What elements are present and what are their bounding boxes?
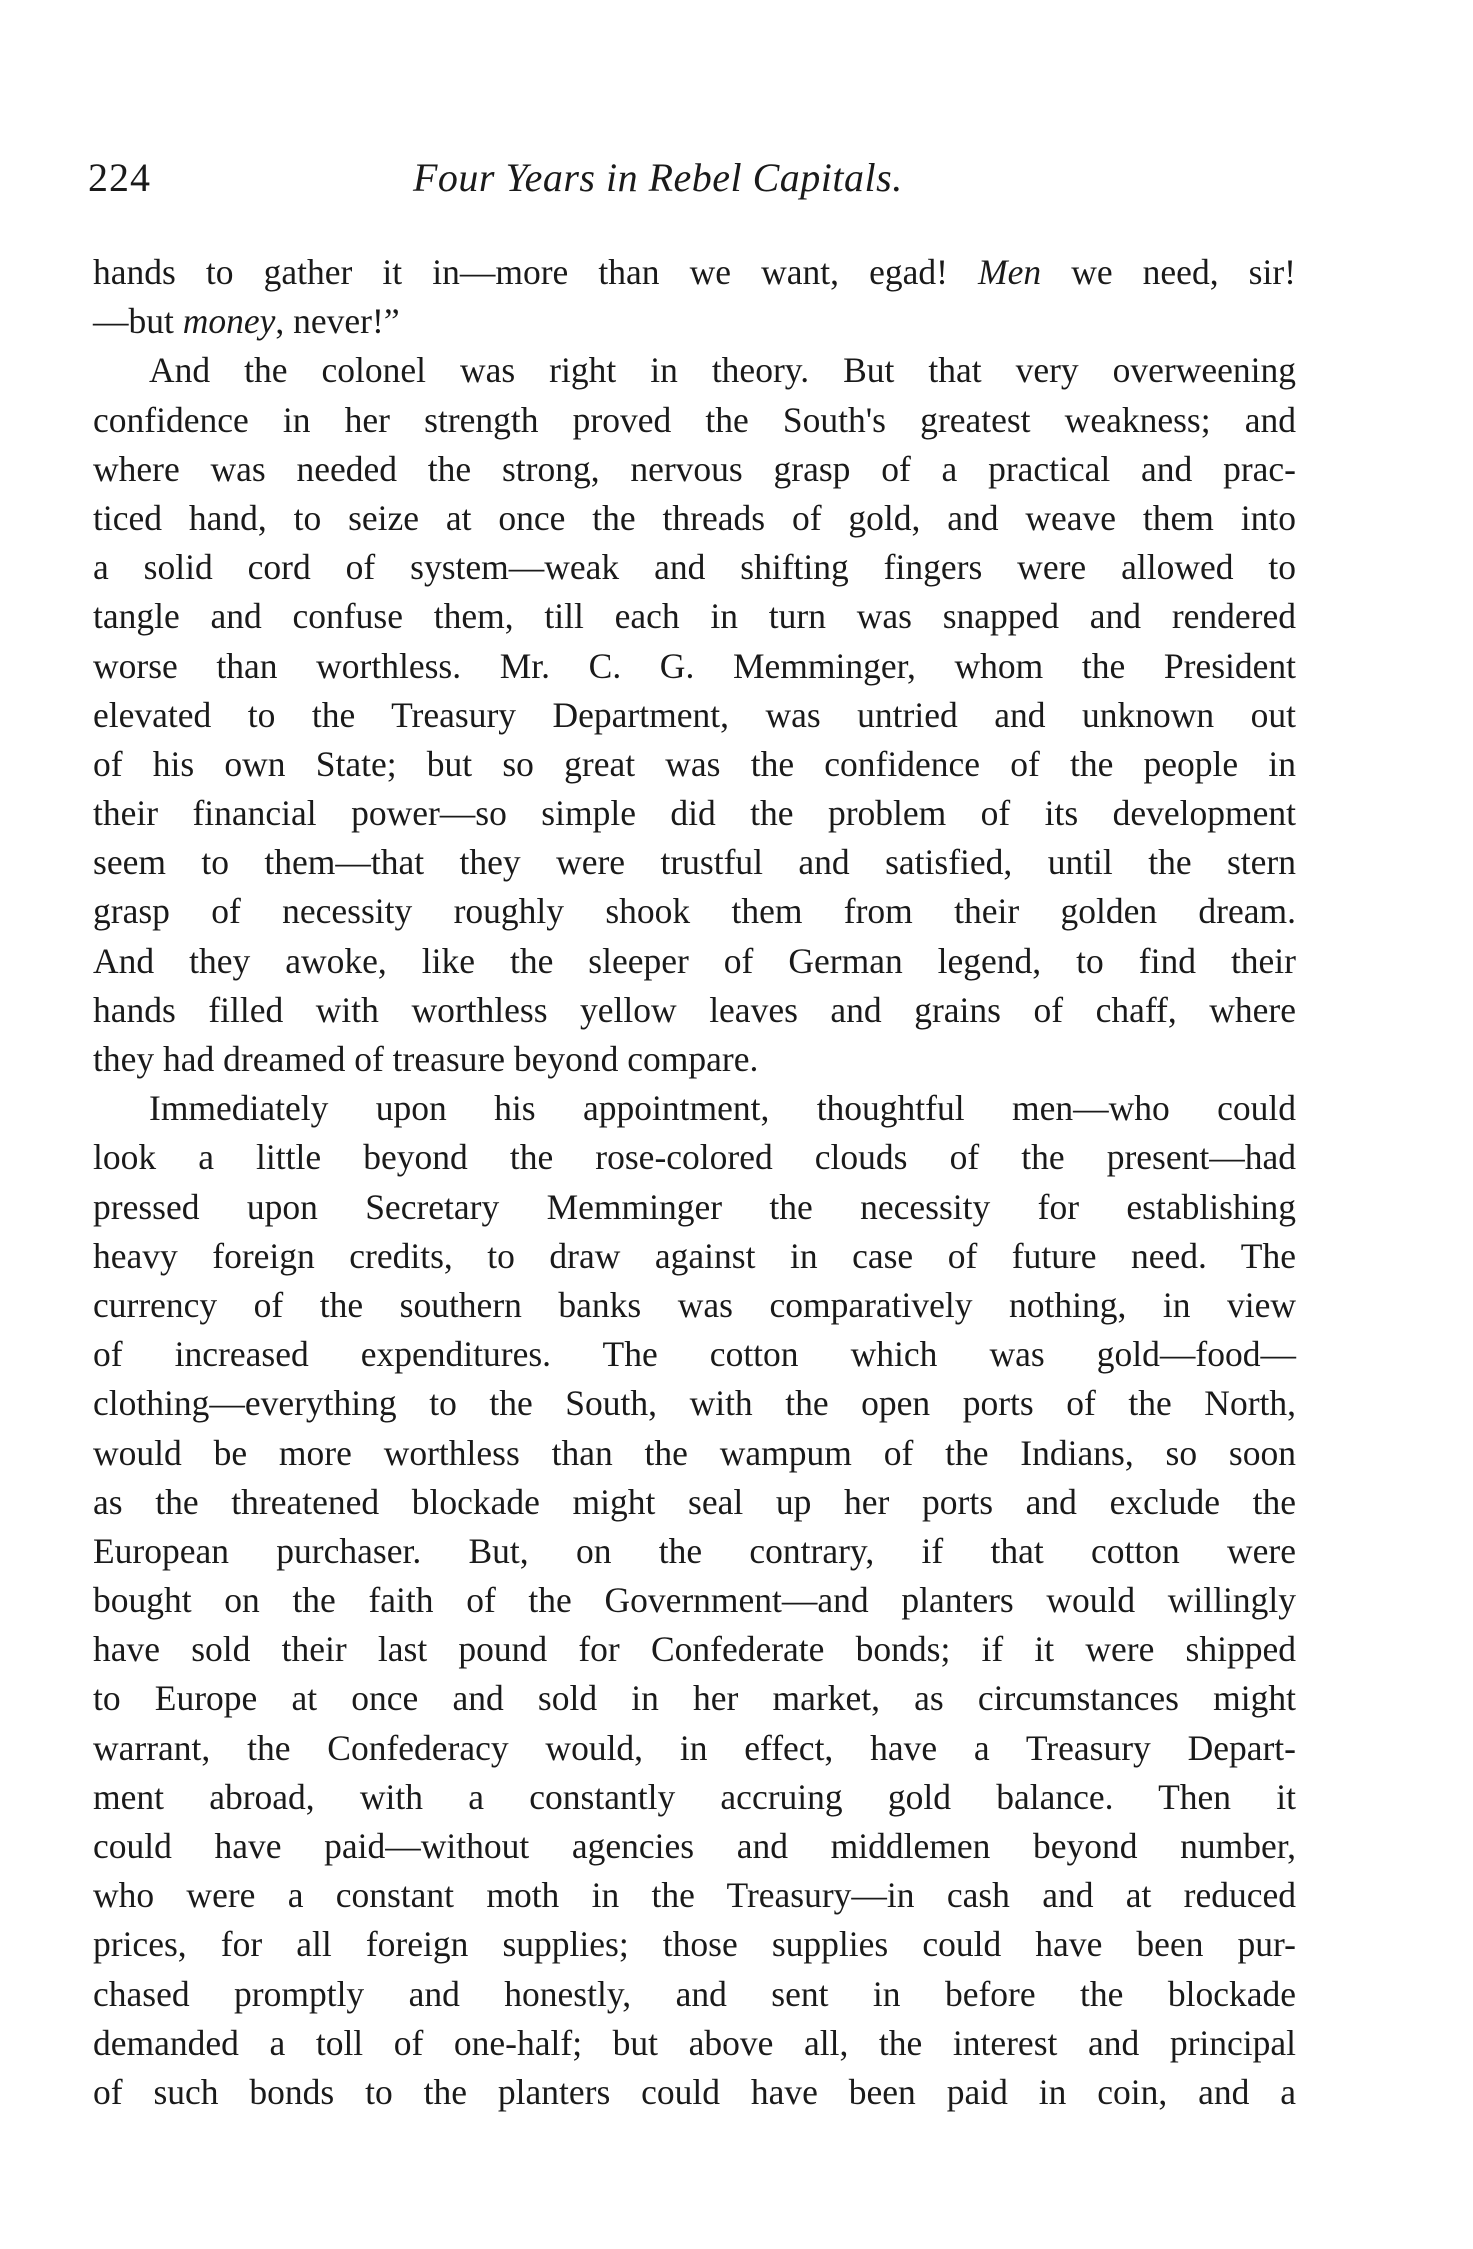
text-line: And they awoke, like the sleeper of German legend, to find their — [93, 940, 1296, 981]
text-line: prices, for all foreign supplies; those supplies could have been pur- — [93, 1924, 1296, 1965]
text-line: pressed upon Secretary Memminger the necessity for establishing — [93, 1186, 1296, 1227]
text-line: ment abroad, with a constantly accruing gold balance. Then it — [93, 1776, 1296, 1817]
text-line: European purchaser. But, on the contrary, if that cotton were — [93, 1530, 1296, 1571]
text-line: seem to them—that they were trustful and satisfied, until the stern — [93, 842, 1296, 883]
text-line: Immediately upon his appointment, thoughtful men—who could — [149, 1088, 1296, 1129]
text-line: warrant, the Confederacy would, in effect, have a Treasury Depart- — [93, 1727, 1296, 1768]
text-line: heavy foreign credits, to draw against in case of future need. The — [93, 1235, 1296, 1276]
running-title: Four Years in Rebel Capitals. — [413, 155, 903, 200]
text-line: clothing—everything to the South, with the open ports of the North, — [93, 1383, 1296, 1424]
emphasis: Men — [978, 252, 1042, 292]
text-line: elevated to the Treasury Department, was untried and unknown out — [93, 694, 1296, 735]
text-line: who were a constant moth in the Treasury—in cash and at reduced — [93, 1875, 1296, 1916]
text-line: tangle and confuse them, till each in turn was snapped and rendered — [93, 596, 1296, 637]
text-line: look a little beyond the rose-colored clouds of the present—had — [93, 1137, 1296, 1178]
text-line: ticed hand, to seize at once the threads of gold, and weave them into — [93, 497, 1296, 538]
text-line: —but money, never!” — [93, 301, 400, 342]
text-line: have sold their last pound for Confederate bonds; if it were shipped — [93, 1629, 1296, 1670]
page-number: 224 — [88, 155, 151, 200]
text-line: where was needed the strong, nervous grasp of a practical and prac- — [93, 448, 1296, 489]
text-line: could have paid—without agencies and middlemen beyond number, — [93, 1826, 1296, 1866]
emphasis: money — [182, 301, 276, 342]
text-line: would be more worthless than the wampum of the Indians, so soon — [93, 1432, 1296, 1473]
text-line: of his own State; but so great was the confidence of the people in — [93, 743, 1296, 784]
text-line: grasp of necessity roughly shook them from their golden dream. — [93, 891, 1296, 932]
text-line: they had dreamed of treasure beyond compare. — [93, 1039, 759, 1079]
text-line: of such bonds to the planters could have been paid in coin, and a — [93, 2071, 1296, 2112]
text-line: demanded a toll of one-half; but above all, the interest and principal — [93, 2022, 1296, 2063]
text-line: And the colonel was right in theory. But that very overweening — [149, 350, 1296, 391]
text-line: confidence in her strength proved the South's greatest weakness; and — [93, 399, 1296, 440]
text-line: currency of the southern banks was comparatively nothing, in view — [93, 1284, 1296, 1325]
text-line: a solid cord of system—weak and shifting fingers were allowed to — [93, 547, 1296, 588]
text-line: bought on the faith of the Government—and planters would willingly — [93, 1580, 1296, 1621]
body-text — [93, 248, 1296, 2117]
text-line: as the threatened blockade might seal up her ports and exclude the — [93, 1481, 1296, 1522]
text-line: to Europe at once and sold in her market, as circumstances might — [93, 1678, 1296, 1719]
text-line: worse than worthless. Mr. C. G. Memminger, whom the President — [93, 645, 1296, 686]
running-header — [88, 150, 1298, 206]
text-line: hands filled with worthless yellow leaves and grains of chaff, where — [93, 989, 1296, 1030]
text-line: hands to gather it in—more than we want, egad! Men we need, sir! — [93, 252, 1296, 292]
text-line: their financial power—so simple did the problem of its development — [93, 793, 1296, 834]
text-line: of increased expenditures. The cotton which was gold—food— — [93, 1334, 1296, 1375]
text-line: chased promptly and honestly, and sent in before the blockade — [93, 1973, 1296, 2014]
